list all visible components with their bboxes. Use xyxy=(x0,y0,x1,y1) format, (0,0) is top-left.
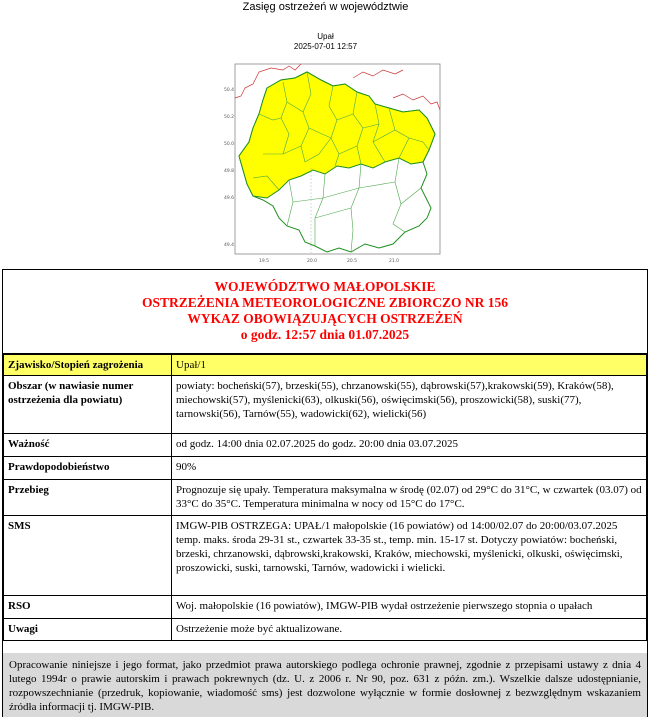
table-row xyxy=(4,434,647,457)
table-row xyxy=(4,355,647,376)
row-value-course: Prognozuje się upały. Temperatura maksymalna w środę (02.07) od 29°C do 31°C, w czwartek (03.07) od 33°C do 35°C. Temperatura minimalna w nocy od 15°C do 17°C. xyxy=(172,480,647,516)
lon-tick: 19.5 xyxy=(259,259,270,264)
row-value-remarks: Ostrzeżenie może być aktualizowane. xyxy=(172,619,647,641)
copyright-footer: Opracowanie niniejsze i jego format, jako przedmiot prawa autorskiego podlega ochronie prawnej, zgodnie z przepisami ustawy z dnia 4 lutego 1994r o prawie autorskim i prawach pokrewnych (dz. U. z 2006 r. Nr 90, poz. 631 z późn. zm.). Wszelkie dalsze udostępnianie, rozpowszechnianie (przedruk, kopiowanie, wiadomość sms) jest dozwolone wyłącznie w formie dosłownej z bezwzględnym wskazaniem źródła informacji tj. IMGW-PIB. xyxy=(3,653,647,717)
lon-tick: 20.5 xyxy=(347,259,358,264)
warning-table xyxy=(3,354,647,641)
table-row xyxy=(4,480,647,516)
lat-tick: 50.0 xyxy=(224,142,235,147)
header-list-title: WYKAZ OBOWIĄZUJĄCYCH OSTRZEŻEŃ xyxy=(187,311,463,326)
row-label-remarks: Uwagi xyxy=(4,619,172,641)
row-label-course: Przebieg xyxy=(4,480,172,516)
lat-tick: 50.4 xyxy=(224,88,235,93)
row-label-rso: RSO xyxy=(4,596,172,619)
row-label-phenomenon: Zjawisko/Stopień zagrożenia xyxy=(4,355,172,376)
lat-tick: 49.4 xyxy=(224,243,235,248)
header-voivodeship: WOJEWÓDZTWO MAŁOPOLSKIE xyxy=(214,279,436,294)
row-value-phenomenon: Upał/1 xyxy=(172,355,647,376)
row-label-area: Obszar (w nawiasie numer ostrzeżenia dla powiatu) xyxy=(4,376,172,434)
lon-tick: 20.0 xyxy=(307,259,318,264)
header-issue-time: o godz. 12:57 dnia 01.07.2025 xyxy=(240,327,410,342)
row-value-validity: od godz. 14:00 dnia 02.07.2025 do godz. 20:00 dnia 03.07.2025 xyxy=(172,434,647,457)
warning-map-svg xyxy=(223,58,448,268)
row-label-sms: SMS xyxy=(4,516,172,596)
table-row xyxy=(4,516,647,596)
warning-header xyxy=(3,270,647,354)
lat-tick: 50.2 xyxy=(224,115,235,120)
row-value-sms: IMGW-PIB OSTRZEGA: UPAŁ/1 małopolskie (16 powiatów) od 14:00/02.07 do 20:00/03.07.2025 temp. maks. środa 29-31 st., czwartek 33-35 st., temp. min. 15-17 st. Dotyczy powiatów: bocheński, brzeski, chrzanowski, dąbrowski,krakowski, Kraków, miechowski, myślenicki, olkuski, oświęcimski, proszowicki, suski, tarnowski, Tarnów, wadowicki i wielicki. xyxy=(172,516,647,596)
row-value-area: powiaty: bocheński(57), brzeski(55), chrzanowski(55), dąbrowski(57),krakowski(59), Kraków(58), miechowski(57), myślenicki(63), olkuski(56), oświęcimski(56), proszowicki(58), suski(77), tarnowski(56), Tarnów(55), wadowicki(62), wielicki(56) xyxy=(172,376,647,434)
row-label-validity: Ważność xyxy=(4,434,172,457)
row-value-probability: 90% xyxy=(172,457,647,480)
warning-map xyxy=(223,58,448,268)
table-row xyxy=(4,619,647,641)
table-row xyxy=(4,376,647,434)
warning-sheet xyxy=(2,269,648,717)
row-label-probability: Prawdopodobieństwo xyxy=(4,457,172,480)
row-value-rso: Woj. małopolskie (16 powiatów), IMGW-PIB wydał ostrzeżenie pierwszego stopnia o upałach xyxy=(172,596,647,619)
lon-tick: 21.0 xyxy=(389,259,400,264)
map-caption-phenomenon: Upał xyxy=(317,32,334,41)
header-bulletin-number: OSTRZEŻENIA METEOROLOGICZNE ZBIORCZO NR 156 xyxy=(141,295,509,310)
map-caption-timestamp: 2025-07-01 12:57 xyxy=(293,42,358,51)
table-row xyxy=(4,596,647,619)
page-title: Zasięg ostrzeżeń w województwie xyxy=(242,1,409,13)
table-row xyxy=(4,457,647,480)
lat-tick: 49.6 xyxy=(224,196,235,201)
lat-tick: 49.8 xyxy=(224,169,235,174)
